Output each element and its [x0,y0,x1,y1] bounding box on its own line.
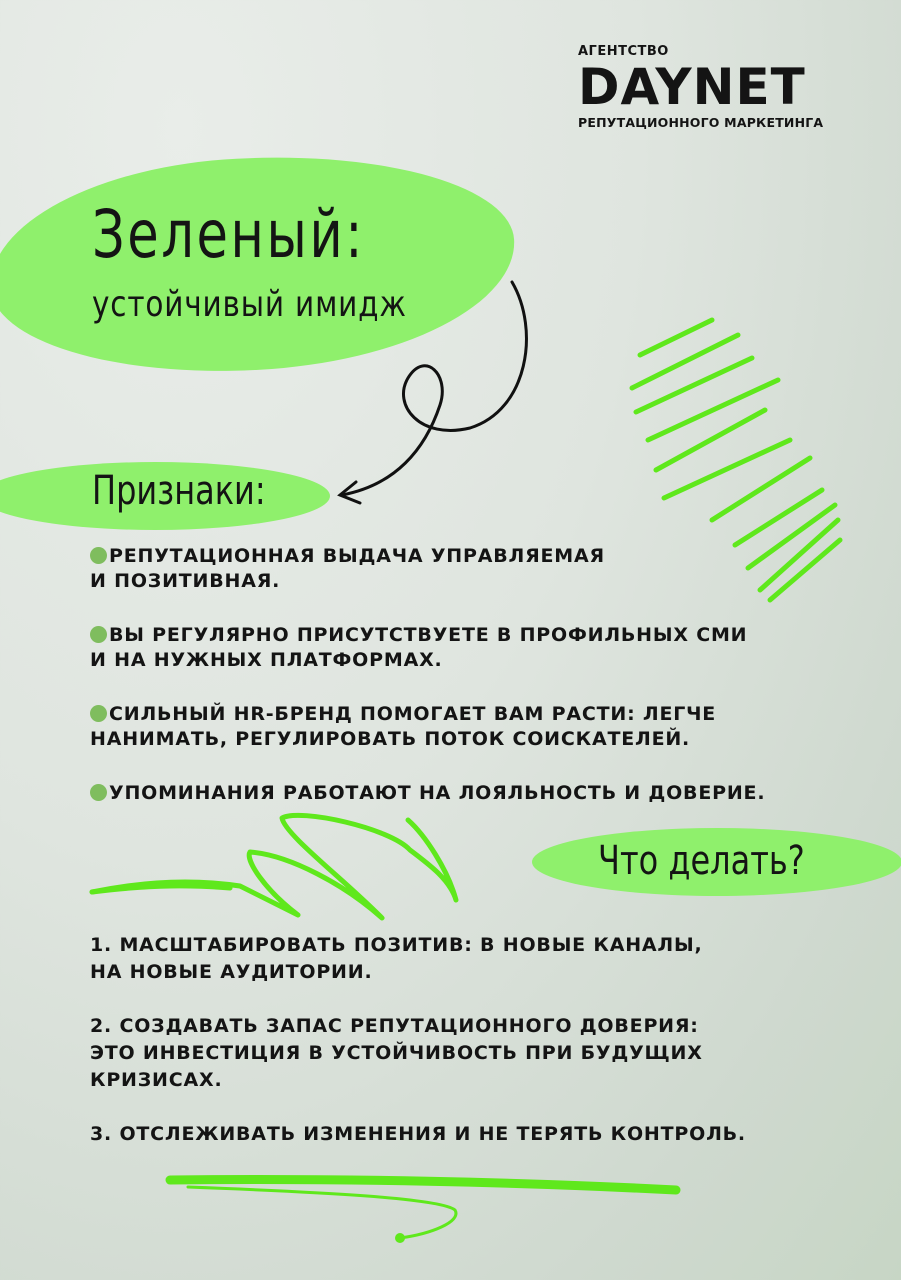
list-item [90,781,810,806]
list-item-line2: НАНИМАТЬ, РЕГУЛИРОВАТЬ ПОТОК СОИСКАТЕЛЕЙ. [90,728,691,750]
list-item-line1: РЕПУТАЦИОННАЯ ВЫДАЧА УПРАВЛЯЕМАЯ [109,545,605,567]
list-item-line2: И ПОЗИТИВНАЯ. [90,570,281,592]
step-line1: 2. СОЗДАВАТЬ ЗАПАС РЕПУТАЦИОННОГО ДОВЕРИЯ: [90,1015,699,1037]
list-item-line1: УПОМИНАНИЯ РАБОТАЮТ НА ЛОЯЛЬНОСТЬ И ДОВЕРИЕ. [109,782,766,804]
step-line1: 1. МАСШТАБИРОВАТЬ ПОЗИТИВ: В НОВЫЕ КАНАЛЫ, [90,934,703,956]
bullet-dot-icon [90,784,107,801]
page-title: Зеленый: [92,196,365,273]
brand-subtitle: РЕПУТАЦИОННОГО МАРКЕТИНГА [578,115,824,130]
list-item [90,623,810,673]
step-line2: НА НОВЫЕ АУДИТОРИИ. [90,961,373,983]
list-item [90,1121,810,1148]
step-line3: КРИЗИСАХ. [90,1069,223,1091]
signs-heading: Признаки: [92,468,266,514]
signs-list [90,544,810,835]
list-item [90,702,810,752]
list-item [90,1013,810,1094]
list-item-line1: СИЛЬНЫЙ HR-БРЕНД ПОМОГАЕТ ВАМ РАСТИ: ЛЕГЧЕ [109,703,717,725]
brand-name: DAYNET [578,58,806,116]
bullet-dot-icon [90,547,107,564]
step-line1: 3. ОТСЛЕЖИВАТЬ ИЗМЕНЕНИЯ И НЕ ТЕРЯТЬ КОНТРОЛЬ. [90,1123,746,1145]
bullet-dot-icon [90,626,107,643]
todo-list [90,932,810,1175]
step-line2: ЭТО ИНВЕСТИЦИЯ В УСТОЙЧИВОСТЬ ПРИ БУДУЩИХ [90,1042,703,1064]
todo-heading: Что делать? [598,838,805,884]
brand-top-label: АГЕНТСТВО [578,44,669,59]
list-item-line2: И НА НУЖНЫХ ПЛАТФОРМАХ. [90,649,443,671]
page-subtitle: устойчивый имидж [92,284,407,325]
list-item [90,544,810,594]
list-item-line1: ВЫ РЕГУЛЯРНО ПРИСУТСТВУЕТЕ В ПРОФИЛЬНЫХ СМИ [109,624,748,646]
bullet-dot-icon [90,705,107,722]
underline-swoosh-icon [170,1179,676,1243]
list-item [90,932,810,986]
